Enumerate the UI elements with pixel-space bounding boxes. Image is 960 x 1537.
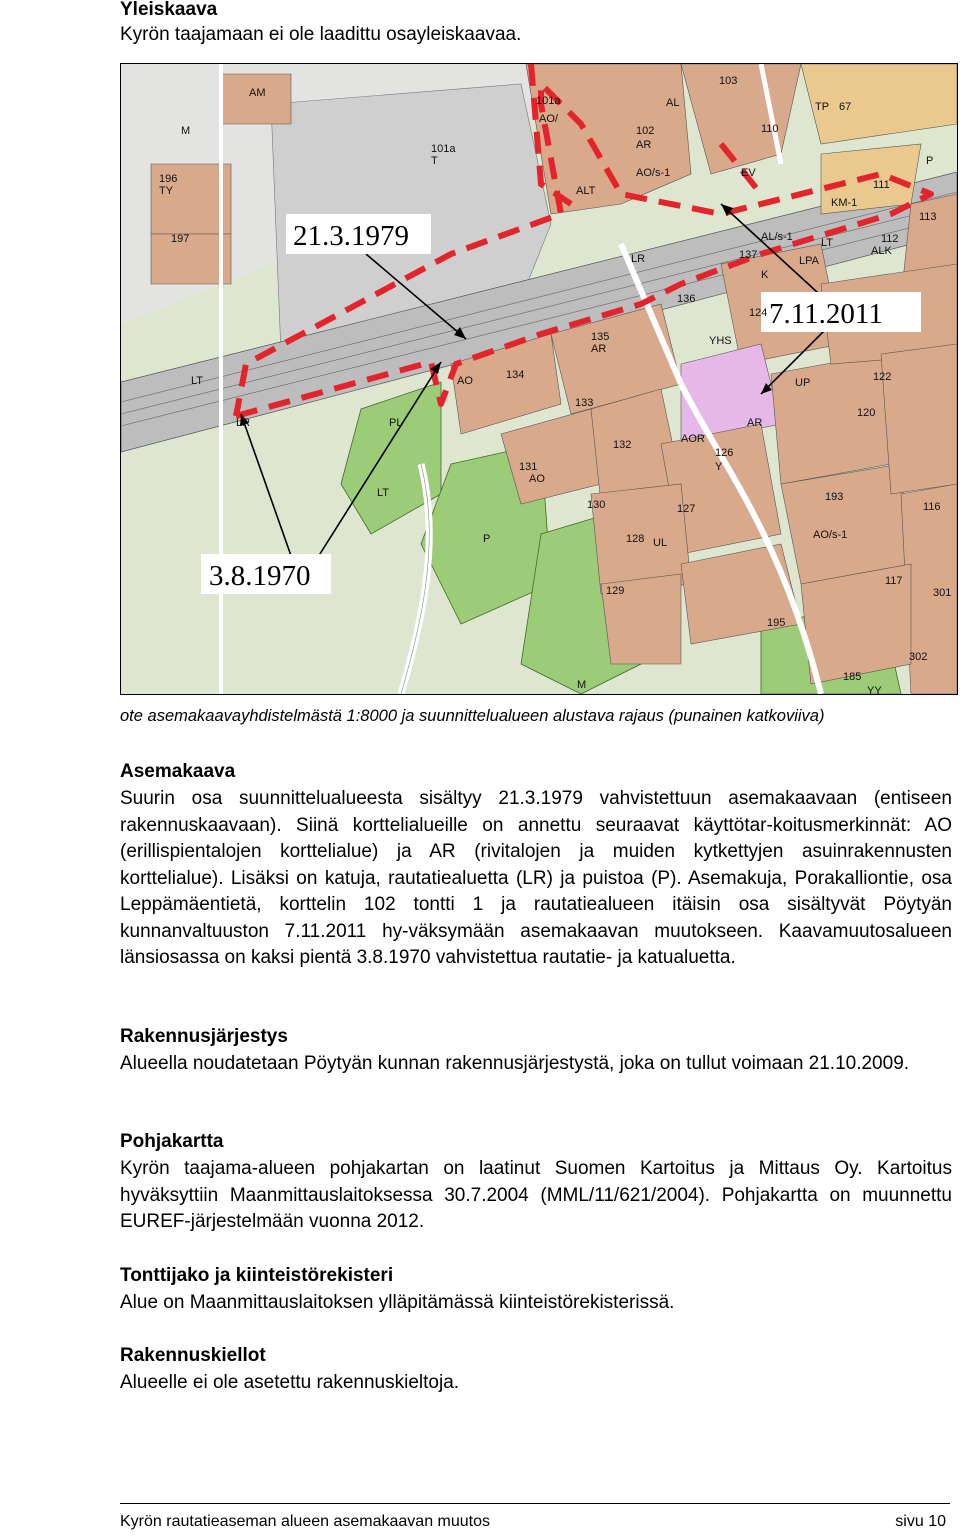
map-zone-label: LR [631,253,646,265]
map-zone-label: AL/s-1 [761,231,793,243]
map-zone-label: 102 [636,125,655,137]
text-tonttijako: Alue on Maanmittauslaitoksen ylläpitämässä kiinteistörekisterissä. [120,1292,675,1313]
text-rakennusjarjestys: Alueella noudatetaan Pöytyän kunnan rakennusjärjestystä, joka on tullut voimaan 21.10.2009. [120,1053,910,1074]
map-zone-label: AL [666,97,680,109]
map-zone-label: AR [747,417,763,429]
map-zone-label: 193 [825,491,844,503]
footer-divider [120,1503,950,1504]
map-zone-label: 113 [919,211,937,223]
map-zone-label: 137 [739,249,758,261]
map-zone-label: 301 [933,587,952,599]
map-zone-label: TP [815,101,830,113]
map-zone-label: 195 [767,617,786,629]
map-zone-label: 131 [519,461,538,473]
text-asemakaava: Suurin osa suunnittelualueesta sisältyy 21.3.1979 vahvistettuun asemakaavaan (entiseen rakennuskaavaan). Siinä korttelialueille on annettu seuraavat käyttötar-koitusmerkinnät: AO (erillispientalojen korttelialue) ja AR (rivitalojen ja muiden kytkettyjen asuinrakennusten korttelialue). Lisäksi on katuja, rautatiealuetta (LR) ja puistoa (P). Asemakuja, Porakalliontie, osa Leppämäentietä, korttelin 102 tontti 1 ja rautatiealueen itäisin osa sisältyvät Pöytyän kunnanvaltuuston 7.11.2011 hy-väksymään asemakaavan muutokseen. Kaavamuutosalueen länsiosassa on kaksi pientä 3.8.1970 vahvistettua rautatie- ja katualuetta. [120,788,952,968]
heading-tonttijako: Tonttijako ja kiinteistörekisteri [120,1265,394,1286]
map-zone-label: 135 [591,331,610,343]
page-number: sivu 10 [895,1513,946,1530]
map-zone-label: AO [529,473,545,485]
zoning-map-graphic [121,64,957,694]
map-zone-label: 197 [171,233,190,245]
map-zone-label: 124 [749,307,768,319]
map-zone-label: 185 [843,671,862,683]
map-zone-label: 117 [885,575,903,587]
heading-asemakaava: Asemakaava [120,761,236,782]
map-zone-label: 116 [923,501,941,513]
map-zone-label: 122 [873,371,892,383]
map-zone-label: M [577,679,587,691]
map-zone-label: 130 [587,499,606,511]
map-date-label-1970: 3.8.1970 [209,560,311,592]
map-zone-label: 101a [536,95,561,107]
map-zone-label: UL [653,537,668,549]
map-zone-label: AR [591,343,607,355]
map-zone-label: YHS [709,335,732,347]
heading-yleiskaava: Yleiskaava [120,0,218,20]
map-zone-label: 132 [613,439,632,451]
text-rakennuskiellot: Alueelle ei ole asetettu rakennuskieltoja. [120,1372,460,1393]
map-zone-label: 111 [873,179,890,191]
map-zone-label: LR [236,417,251,429]
map-zone-label: 196 [159,173,178,185]
map-zone-label: 133 [575,397,594,409]
map-zone-label: 134 [506,369,525,381]
map-zone-label: AO/ [539,113,558,125]
map-zone-label: TY [159,185,174,197]
map-zone-label: T [431,155,438,167]
map-date-label-1979: 21.3.1979 [293,220,409,252]
map-zone-label: UP [795,377,811,389]
map-zone-label: LT [191,375,204,387]
map-zone-label: 101a [431,143,456,155]
map-zone-label: P [926,155,934,167]
map-date-label-2011: 7.11.2011 [769,298,883,330]
map-zone-label: ALK [871,245,892,257]
heading-rakennusjarjestys: Rakennusjärjestys [120,1026,288,1047]
map-zone-label: 302 [909,651,928,663]
map-zone-label: 129 [606,585,625,597]
footer-title: Kyrön rautatieaseman alueen asemakaavan muutos [120,1513,490,1530]
map-zone-label: AO [457,375,473,387]
map-zone-label: LT [821,237,834,249]
map-zone-label: 120 [857,407,876,419]
map-zone-label: 103 [719,75,738,87]
map-zone-label: AO/s-1 [636,167,671,179]
map-zone-label: 126 [715,447,734,459]
map-zone-label: 67 [839,101,852,113]
map-zone-label: AM [249,87,266,99]
map-zone-label: EV [741,167,756,179]
map-zone-label: Y [715,461,723,473]
map-zone-label: 128 [626,533,645,545]
map-zone-label: 136 [677,293,696,305]
map-zone-label: KM-1 [831,197,858,209]
heading-pohjakartta: Pohjakartta [120,1131,224,1152]
heading-rakennuskiellot: Rakennuskiellot [120,1345,266,1366]
map-zone-label: PL [389,417,403,429]
text-yleiskaava: Kyrön taajamaan ei ole laadittu osayleiskaavaa. [120,24,522,45]
map-zone-label: LPA [799,255,819,267]
map-caption: ote asemakaavayhdistelmästä 1:8000 ja suunnittelualueen alustava rajaus (punainen katkoviiva) [120,707,825,725]
map-zone-label: 112 [881,233,899,245]
zoning-map [120,63,958,695]
map-zone-label: ALT [576,185,596,197]
map-zone-label: 110 [761,123,779,135]
map-zone-label: P [483,533,491,545]
map-zone-label: AOR [681,433,705,445]
map-zone-label: AO/s-1 [813,529,848,541]
map-zone-label: LT [377,487,390,499]
text-pohjakartta: Kyrön taajama-alueen pohjakartan on laatinut Suomen Kartoitus ja Mittaus Oy. Kartoitus hyväksyttiin Maanmittauslaitoksessa 30.7.2004 (MML/11/621/2004). Pohjakartta on muunnettu EUREF-järjestelmään vuonna 2012. [120,1158,952,1232]
map-zone-label: K [761,269,769,281]
map-zone-label: YY [867,685,882,694]
map-zone-label: M [181,125,191,137]
map-zone-label: 127 [677,503,696,515]
map-zone-label: AR [636,139,652,151]
